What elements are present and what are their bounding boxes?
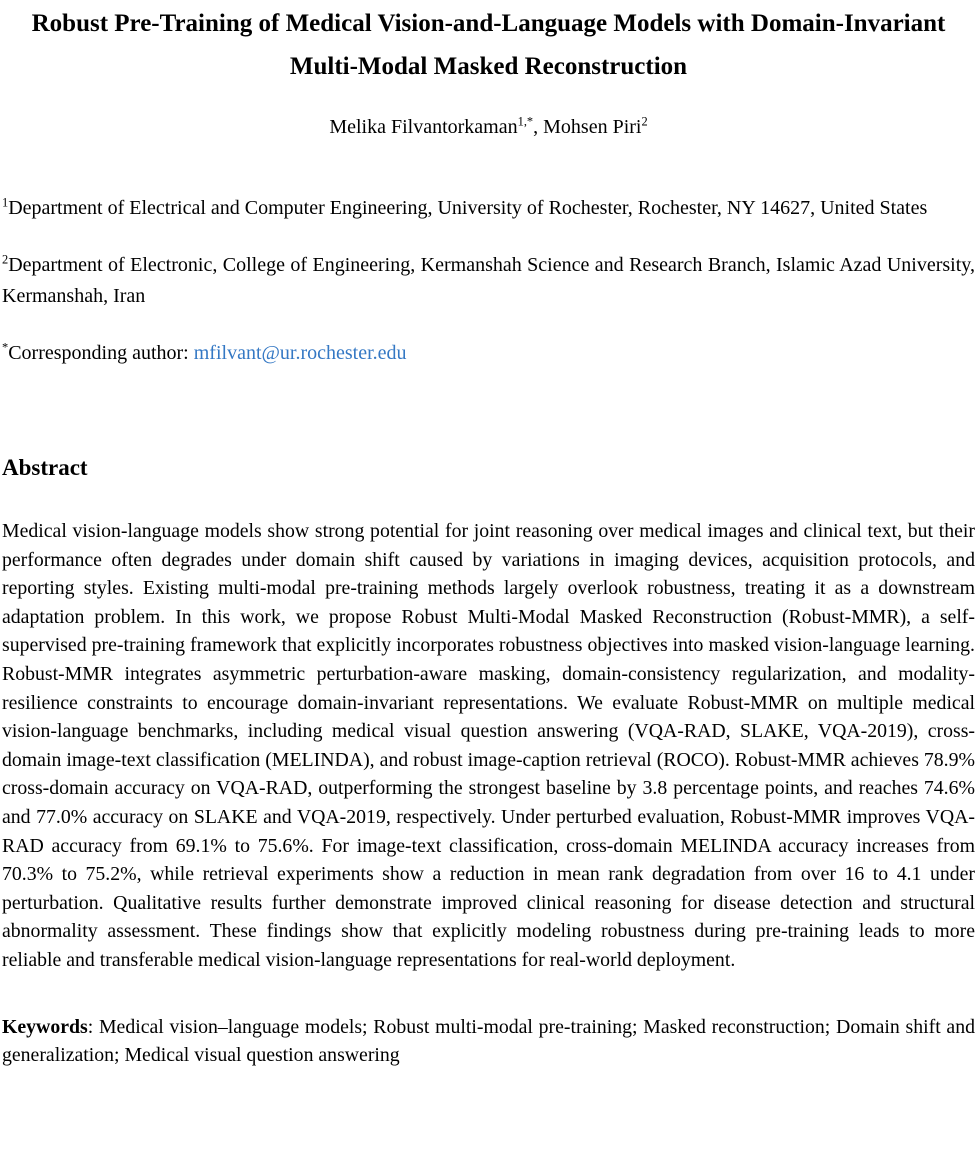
author-name-2: Mohsen Piri <box>543 116 642 138</box>
abstract-heading: Abstract <box>2 455 88 480</box>
affiliation-2-marker: 2 <box>2 252 9 267</box>
abstract-body: Medical vision-language models show strong potential for joint reasoning over medical images and clinical text, but their performance often degrades under domain shift caused by variations in imaging devices, acquisition protocols, and reporting styles. Existing multi-modal pre-training methods largely overlook robustness, treating it as a downstream adaptation problem. In this work, we propose Robust Multi-Modal Masked Reconstruction (Robust-MMR), a self-supervised pre-training framework that explicitly incorporates robustness objectives into masked vision-language learning. Robust-MMR integrates asymmetric perturbation-aware masking, domain-consistency regularization, and modality-resilience constraints to encourage domain-invariant representations. We evaluate Robust-MMR on multiple medical vision-language benchmarks, including medical visual question answering (VQA-RAD, SLAKE, VQA-2019), cross-domain image-text classification (MELINDA), and robust image-caption retrieval (ROCO). Robust-MMR achieves 78.9% cross-domain accuracy on VQA-RAD, outperforming the strongest baseline by 3.8 percentage points, and reaches 74.6% and 77.0% accuracy on SLAKE and VQA-2019, respectively. Under perturbed evaluation, Robust-MMR improves VQA-RAD accuracy from 69.1% to 75.6%. For image-text classification, cross-domain MELINDA accuracy increases from 70.3% to 75.2%, while retrieval experiments show a reduction in mean rank degradation from over 16 to 4.1 under perturbation. Qualitative results further demonstrate improved clinical reasoning for disease detection and structural abnormality assessment. These findings show that explicitly modeling robustness during pre-training leads to more reliable and transferable medical vision-language representations for real-world deployment. <box>2 520 975 971</box>
affiliation-2 <box>2 250 975 312</box>
affiliation-1-marker: 1 <box>2 195 9 210</box>
corresponding-email-link[interactable]: mfilvant@ur.rochester.edu <box>193 342 407 364</box>
keywords-text: : Medical vision–language models; Robust multi-modal pre-training; Masked reconstruction; Domain shift and generalization; Medical visual question answering <box>2 1015 975 1067</box>
author-superscript-2: 2 <box>641 114 648 129</box>
author-name-1: Melika Filvantorkaman <box>329 116 518 138</box>
corresponding-author-marker: * <box>2 340 9 355</box>
page-title: Robust Pre-Training of Medical Vision-and-Language Models with Domain-Invariant Multi-Modal Masked Reconstruction <box>31 10 946 80</box>
affiliation-2-text: Department of Electronic, College of Engineering, Kermanshah Science and Research Branch, Islamic Azad University, Kermanshah, Iran <box>2 254 975 307</box>
keywords-line <box>2 1013 975 1070</box>
corresponding-author-line <box>2 338 975 369</box>
authors-line <box>2 114 975 141</box>
affiliation-1 <box>2 193 975 224</box>
keywords-label: Keywords <box>2 1015 88 1038</box>
author-separator: , <box>533 116 544 138</box>
corresponding-author-label: Corresponding author: <box>8 342 194 364</box>
affiliation-1-text: Department of Electrical and Computer Engineering, University of Rochester, Rochester, NY 14627, United States <box>8 197 928 219</box>
author-superscript-1: 1,* <box>517 114 534 129</box>
